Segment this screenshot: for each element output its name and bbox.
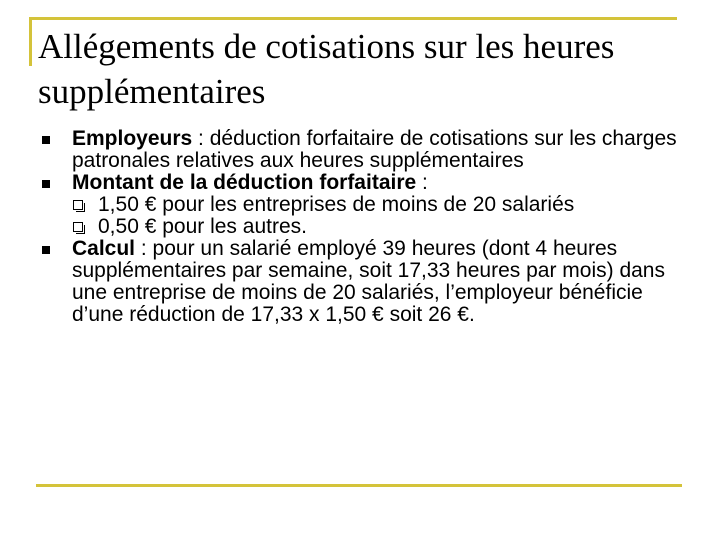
- sub-bullet-moins-20: [42, 194, 692, 216]
- square-bullet-icon: [42, 246, 50, 254]
- frame-top-rule: [29, 17, 677, 20]
- square-bullet-icon: [42, 180, 50, 188]
- bullet-label: Montant de la déduction forfaitaire: [72, 171, 417, 194]
- hollow-square-bullet-icon: [73, 200, 83, 210]
- bullet-text: :: [416, 171, 428, 194]
- bullet-employeurs: [42, 128, 692, 172]
- bullet-text: : pour un salarié employé 39 heures (dont 4 heures supplémentaires par semaine, soit 17,33 heures par mois) dans une entreprise de moins de 20 salariés, l’employeur bénéficie d’une réduction de 17,33 x 1,50 € soit 26 €.: [72, 237, 665, 326]
- bullet-label: Calcul: [72, 237, 136, 260]
- bullet-label: Employeurs: [72, 127, 193, 150]
- frame-bottom-rule: [36, 484, 682, 487]
- sub-bullet-autres: [42, 216, 692, 238]
- hollow-square-bullet-icon: [73, 222, 83, 232]
- bullet-montant: [42, 172, 692, 194]
- sub-bullet-text: 1,50 € pour les entreprises de moins de 20 salariés: [98, 193, 575, 216]
- sub-bullet-text: 0,50 € pour les autres.: [98, 215, 307, 238]
- frame-left-rule: [29, 17, 32, 66]
- bullet-calcul: [42, 238, 692, 326]
- slide-content: [42, 128, 692, 326]
- square-bullet-icon: [42, 136, 50, 144]
- bullet-text: : déduction forfaitaire de cotisations sur les charges patronales relatives aux heures supplémentaires: [72, 127, 677, 172]
- slide-title: Allégements de cotisations sur les heures supplémentaires: [38, 27, 615, 111]
